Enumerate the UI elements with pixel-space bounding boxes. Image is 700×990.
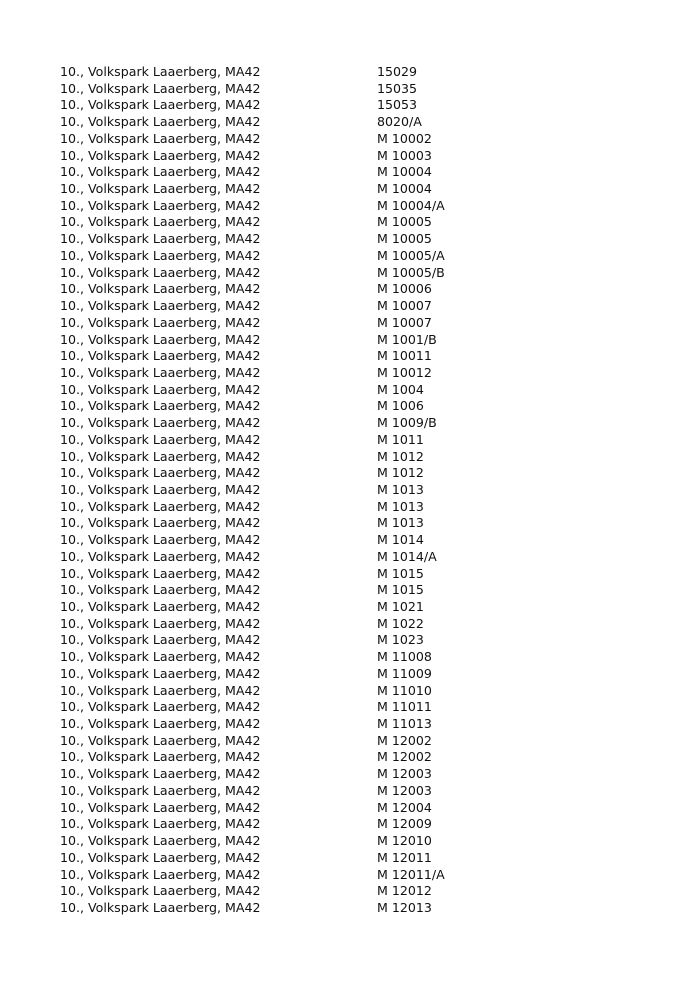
number-cell: 8020/A xyxy=(377,114,422,130)
number-cell: M 10002 xyxy=(377,130,432,146)
location-cell: 10., Volkspark Laaerberg, MA42 xyxy=(60,766,261,782)
number-cell: M 1021 xyxy=(377,599,424,614)
number-cell: M 1012 xyxy=(377,465,424,481)
number-cell: M 12013 xyxy=(377,899,432,915)
number-cell: M 1012 xyxy=(377,448,424,464)
number-cell: M 1022 xyxy=(377,615,424,631)
number-cell: M 10012 xyxy=(377,364,432,380)
location-cell: 10., Volkspark Laaerberg, MA42 xyxy=(60,515,261,531)
location-cell: 10., Volkspark Laaerberg, MA42 xyxy=(60,732,261,748)
number-cell: M 10004/A xyxy=(377,197,445,213)
location-cell: 10., Volkspark Laaerberg, MA42 xyxy=(60,264,261,280)
location-cell: 10., Volkspark Laaerberg, MA42 xyxy=(60,130,261,146)
location-cell: 10., Volkspark Laaerberg, MA42 xyxy=(60,298,261,314)
location-cell: 10., Volkspark Laaerberg, MA42 xyxy=(60,114,261,130)
number-cell: M 11008 xyxy=(377,649,432,665)
number-cell: M 1011 xyxy=(377,431,424,447)
location-cell: 10., Volkspark Laaerberg, MA42 xyxy=(60,331,261,347)
number-cell: M 12009 xyxy=(377,816,432,832)
location-cell: 10., Volkspark Laaerberg, MA42 xyxy=(60,197,261,213)
number-cell: M 1014/A xyxy=(377,548,437,564)
number-cell: M 1004 xyxy=(377,381,424,397)
location-cell: 10., Volkspark Laaerberg, MA42 xyxy=(60,415,261,431)
location-cell: 10., Volkspark Laaerberg, MA42 xyxy=(60,97,261,113)
location-cell: 10., Volkspark Laaerberg, MA42 xyxy=(60,281,261,297)
number-cell: M 1006 xyxy=(377,398,424,414)
location-cell: 10., Volkspark Laaerberg, MA42 xyxy=(60,481,261,497)
location-cell: 10., Volkspark Laaerberg, MA42 xyxy=(60,866,261,882)
location-cell: 10., Volkspark Laaerberg, MA42 xyxy=(60,147,261,163)
number-cell: M 1015 xyxy=(377,565,424,581)
location-cell: 10., Volkspark Laaerberg, MA42 xyxy=(60,749,261,765)
location-cell: 10., Volkspark Laaerberg, MA42 xyxy=(60,699,261,715)
location-cell: 10., Volkspark Laaerberg, MA42 xyxy=(60,448,261,464)
location-cell: 10., Volkspark Laaerberg, MA42 xyxy=(60,899,261,915)
number-cell: M 11009 xyxy=(377,665,432,681)
location-cell: 10., Volkspark Laaerberg, MA42 xyxy=(60,649,261,665)
location-cell: 10., Volkspark Laaerberg, MA42 xyxy=(60,314,261,330)
number-cell: M 11010 xyxy=(377,682,432,698)
location-cell: 10., Volkspark Laaerberg, MA42 xyxy=(60,364,261,380)
location-cell: 10., Volkspark Laaerberg, MA42 xyxy=(60,214,261,230)
location-cell: 10., Volkspark Laaerberg, MA42 xyxy=(60,883,261,899)
number-cell: M 10004 xyxy=(377,181,432,197)
number-cell: M 12002 xyxy=(377,732,432,748)
number-cell: M 12011/A xyxy=(377,866,445,882)
number-cell: M 1013 xyxy=(377,481,424,497)
location-cell: 10., Volkspark Laaerberg, MA42 xyxy=(60,799,261,815)
location-cell: 10., Volkspark Laaerberg, MA42 xyxy=(60,816,261,832)
number-cell: 15029 xyxy=(377,64,418,79)
number-cell: M 11011 xyxy=(377,699,432,715)
location-cell: 10., Volkspark Laaerberg, MA42 xyxy=(60,431,261,447)
number-cell: M 1009/B xyxy=(377,415,437,431)
number-cell: M 12003 xyxy=(377,782,432,798)
location-cell: 10., Volkspark Laaerberg, MA42 xyxy=(60,716,261,732)
number-cell: M 10005/A xyxy=(377,247,445,263)
location-cell: 10., Volkspark Laaerberg, MA42 xyxy=(60,565,261,581)
number-cell: M 12003 xyxy=(377,766,432,782)
number-cell: M 1013 xyxy=(377,498,424,514)
number-cell: M 12002 xyxy=(377,749,432,765)
number-cell: 15053 xyxy=(377,97,418,113)
location-cell: 10., Volkspark Laaerberg, MA42 xyxy=(60,782,261,798)
number-cell: M 10011 xyxy=(377,348,432,364)
location-cell: 10., Volkspark Laaerberg, MA42 xyxy=(60,599,261,614)
number-cell: M 1001/B xyxy=(377,331,437,347)
number-cell: M 10007 xyxy=(377,298,432,314)
number-cell: M 12010 xyxy=(377,833,432,849)
location-cell: 10., Volkspark Laaerberg, MA42 xyxy=(60,247,261,263)
number-cell: M 12004 xyxy=(377,799,432,815)
number-cell: M 10005/B xyxy=(377,264,445,280)
location-cell: 10., Volkspark Laaerberg, MA42 xyxy=(60,548,261,564)
number-cell: M 10007 xyxy=(377,314,432,330)
location-cell: 10., Volkspark Laaerberg, MA42 xyxy=(60,532,261,548)
location-cell: 10., Volkspark Laaerberg, MA42 xyxy=(60,348,261,364)
location-cell: 10., Volkspark Laaerberg, MA42 xyxy=(60,398,261,414)
location-cell: 10., Volkspark Laaerberg, MA42 xyxy=(60,682,261,698)
location-cell: 10., Volkspark Laaerberg, MA42 xyxy=(60,164,261,180)
number-cell: M 10005 xyxy=(377,231,432,247)
location-cell: 10., Volkspark Laaerberg, MA42 xyxy=(60,582,261,598)
location-cell: 10., Volkspark Laaerberg, MA42 xyxy=(60,615,261,631)
location-cell: 10., Volkspark Laaerberg, MA42 xyxy=(60,498,261,514)
location-cell: 10., Volkspark Laaerberg, MA42 xyxy=(60,381,261,397)
location-cell: 10., Volkspark Laaerberg, MA42 xyxy=(60,465,261,481)
location-cell: 10., Volkspark Laaerberg, MA42 xyxy=(60,849,261,865)
location-cell: 10., Volkspark Laaerberg, MA42 xyxy=(60,64,261,79)
location-cell: 10., Volkspark Laaerberg, MA42 xyxy=(60,665,261,681)
number-cell: 15035 xyxy=(377,80,418,96)
number-cell: M 1014 xyxy=(377,532,424,548)
location-cell: 10., Volkspark Laaerberg, MA42 xyxy=(60,632,261,648)
number-cell: M 10005 xyxy=(377,214,432,230)
number-cell: M 1015 xyxy=(377,582,424,598)
number-cell: M 11013 xyxy=(377,716,432,732)
location-cell: 10., Volkspark Laaerberg, MA42 xyxy=(60,181,261,197)
number-cell: M 1013 xyxy=(377,515,424,531)
location-cell: 10., Volkspark Laaerberg, MA42 xyxy=(60,80,261,96)
location-cell: 10., Volkspark Laaerberg, MA42 xyxy=(60,833,261,849)
number-cell: M 12011 xyxy=(377,849,432,865)
number-cell: M 10003 xyxy=(377,147,432,163)
number-cell: M 1023 xyxy=(377,632,424,648)
number-cell: M 12012 xyxy=(377,883,432,899)
number-cell: M 10006 xyxy=(377,281,432,297)
number-cell: M 10004 xyxy=(377,164,432,180)
location-cell: 10., Volkspark Laaerberg, MA42 xyxy=(60,231,261,247)
